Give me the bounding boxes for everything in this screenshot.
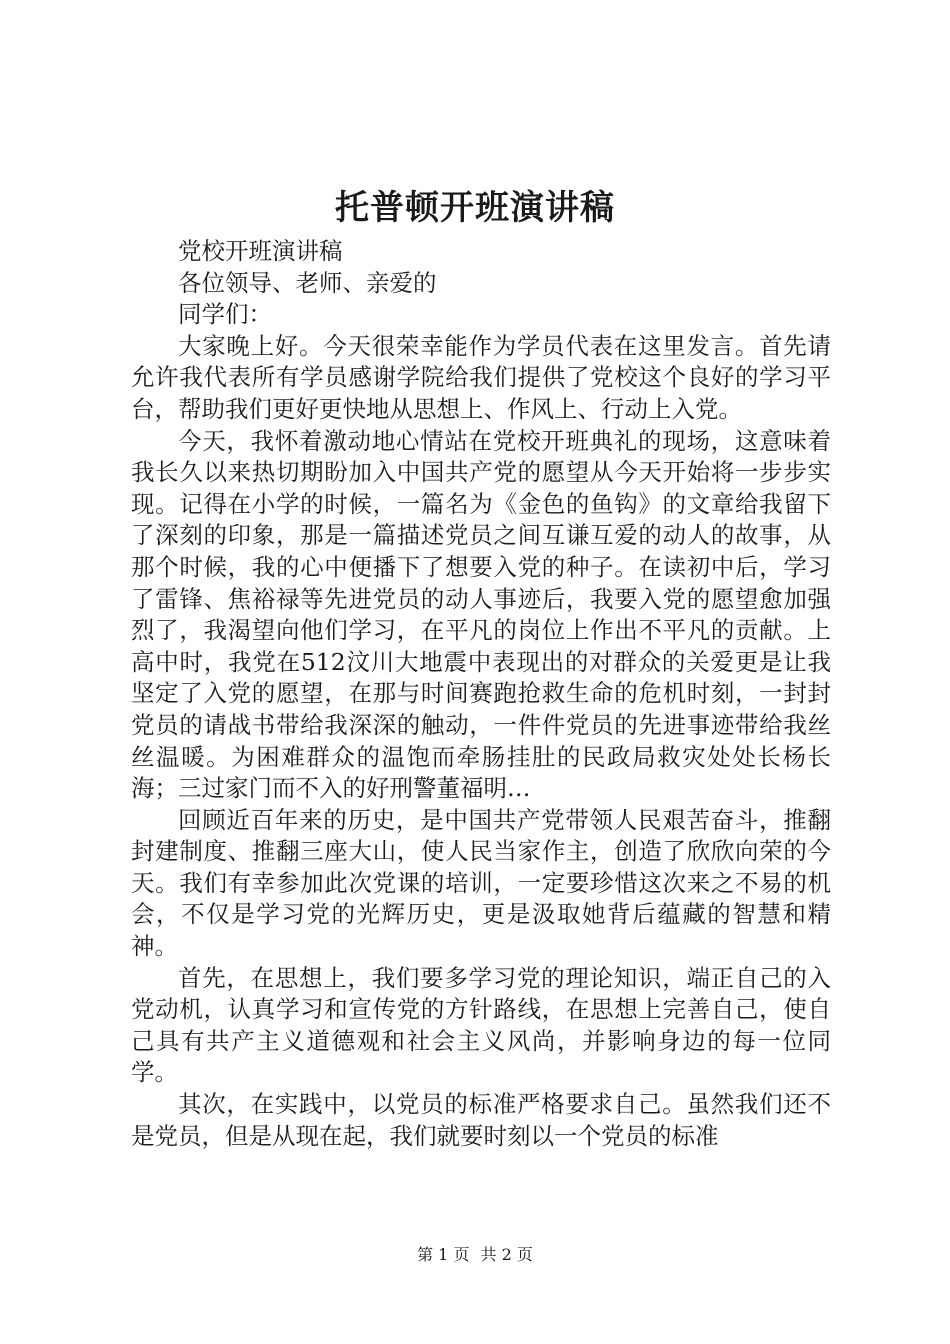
paragraph-subtitle: 党校开班演讲稿: [178, 237, 343, 265]
paragraph-greeting: 大家晚上好。今天很荣幸能作为学员代表在这里发言。首先请允许我代表所有学员感谢学院给我们提供了党校这个良好的学习平台，帮助我们更好更快地从思想上、作风上、行动上入党。: [131, 331, 831, 423]
document-title: 托普顿开班演讲稿: [335, 188, 615, 228]
paragraph-story: 今天，我怀着激动地心情站在党校开班典礼的现场，这意味着我长久以来热切期盼加入中国共产党的愿望从今天开始将一步步实现。记得在小学的时候，一篇名为《金色的鱼钩》的文章给我留下了深刻的印象，那是一篇描述党员之间互谦互爱的动人的故事，从那个时候，我的心中便播下了想要入党的种子。在读初中后，学习了雷锋、焦裕禄等先进党员的动人事迹后，我要入党的愿望愈加强烈了，我渴望向他们学习，在平凡的岗位上作出不平凡的贡献。上高中时，我党在512汶川大地震中表现出的对群众的关爱更是让我坚定了入党的愿望，在那与时间赛跑抢救生命的危机时刻，一封封党员的请战书带给我深深的触动，一件件党员的先进事迹带给我丝丝温暖。为困难群众的温饱而牵肠挂肚的民政局救灾处处长杨长海；三过家门而不入的好刑警董福明…: [131, 426, 831, 803]
paragraph-second-point: 其次，在实践中，以党员的标准严格要求自己。虽然我们还不是党员，但是从现在起，我们就要时刻以一个党员的标准: [131, 1090, 831, 1150]
paragraph-salutation-cont: 同学们：: [178, 300, 272, 329]
paragraph-salutation: 各位领导、老师、亲爱的: [178, 268, 437, 297]
total-pages: 共 2 页: [480, 1245, 533, 1264]
document-body: [131, 236, 831, 1152]
page-number: 第 1 页: [417, 1245, 470, 1264]
paragraph-first-point: 首先，在思想上，我们要多学习党的理论知识，端正自己的入党动机，认真学习和宣传党的方针路线，在思想上完善自己，使自己具有共产主义道德观和社会主义风尚，并影响身边的每一位同学。: [131, 963, 831, 1087]
page-footer: [0, 1243, 950, 1267]
paragraph-history: 回顾近百年来的历史，是中国共产党带领人民艰苦奋斗，推翻封建制度、推翻三座大山，使人民当家作主，创造了欣欣向荣的今天。我们有幸参加此次党课的培训，一定要珍惜这次来之不易的机会，不仅是学习党的光辉历史，更是汲取她背后蕴藏的智慧和精神。: [131, 805, 831, 961]
